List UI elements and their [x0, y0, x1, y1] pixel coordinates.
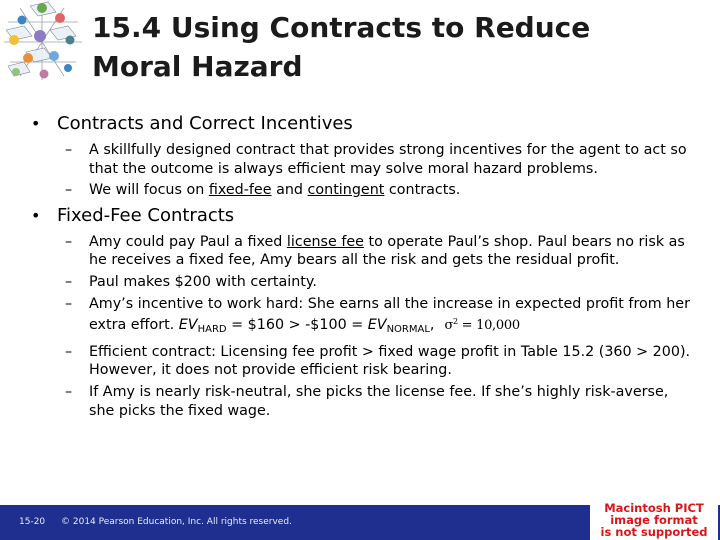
dash-icon: – — [65, 142, 73, 158]
term-contingent: contingent — [307, 182, 385, 199]
sub-bullet-text: and — [271, 182, 308, 199]
term-license-fee: license fee — [286, 233, 364, 250]
dash-icon: – — [65, 273, 73, 290]
term-fixed-fee: fixed-fee — [208, 182, 272, 199]
ev-subscript: HARD — [197, 324, 227, 336]
sub-bullet-text: If Amy is nearly risk-neutral, she picks the license fee. If she’s highly risk-averse, she picks the fixed wage. — [89, 383, 669, 419]
pict-notice-line: is not supported — [600, 525, 708, 539]
bullet-dot-icon: • — [31, 114, 41, 133]
sub-bullet-text: Amy could pay Paul a fixed — [89, 233, 287, 250]
sub-bullet — [65, 343, 694, 380]
bullet-heading: Contracts and Correct Incentives — [57, 113, 353, 134]
bullet-fixed-fee-contracts — [31, 204, 700, 228]
dash-icon: – — [65, 343, 73, 360]
sub-bullet — [65, 273, 694, 292]
sub-bullet — [65, 233, 694, 270]
dash-icon: – — [65, 295, 73, 312]
logo-molecule-icon — [0, 0, 86, 84]
sub-bullet-text: Efficient contract: Licensing fee profit > fixed wage profit in Table 15.2 (360 > 200). However, it does not provide efficient risk bearing. — [89, 343, 691, 379]
sigma-symbol: σ — [444, 318, 454, 334]
title-line-2: Moral Hazard — [92, 50, 303, 83]
bullet-heading: Fixed-Fee Contracts — [57, 204, 235, 226]
ev-subscript: NORMAL — [386, 324, 430, 336]
sub-bullet-text: , — [429, 317, 435, 334]
sub-bullet — [65, 295, 694, 340]
copyright-text: © 2014 Pearson Education, Inc. All rights reserved. — [61, 517, 292, 527]
bullet-dot-icon: • — [31, 205, 41, 225]
sub-bullet — [65, 181, 694, 200]
pict-notice-line: Macintosh PICT — [604, 501, 704, 515]
dash-icon: – — [65, 383, 73, 400]
bullet-contracts-incentives — [31, 112, 700, 136]
sigma-exponent: 2 — [453, 317, 458, 327]
ev-symbol: EV — [367, 317, 387, 334]
sub-bullet — [65, 141, 694, 178]
sub-bullet-text: = $160 > -$100 = — [226, 317, 368, 334]
variance-label — [444, 318, 519, 333]
slide-number: 15-20 — [19, 517, 46, 527]
dash-icon: – — [65, 182, 73, 199]
sub-bullet-text: contracts. — [384, 182, 461, 199]
pict-notice-line: image format — [610, 513, 698, 527]
pict-unsupported-notice — [590, 500, 718, 540]
ev-symbol: EV — [178, 317, 198, 334]
variance-value: = 10,000 — [457, 318, 520, 334]
sub-bullet-text: to operate Paul’s shop. Paul bears no risk as he receives a fixed fee, Amy bears all the risk and gets the residual profit. — [89, 233, 685, 269]
title-line-1: 15.4 Using Contracts to Reduce — [92, 11, 591, 44]
dash-icon: – — [65, 233, 73, 250]
sub-bullet — [65, 383, 694, 420]
sub-bullet-text: Amy’s incentive to work hard: She earns all the increase in expected profit from her extra effort. — [89, 295, 690, 334]
slide-title — [92, 8, 702, 86]
sub-bullet-text: A skillfully designed contract that provides strong incentives for the agent to act so that the outcome is always efficient may solve moral hazard problems. — [89, 142, 687, 177]
sub-bullet-text: We will focus on — [89, 182, 209, 199]
sub-bullet-text: Paul makes $200 with certainty. — [89, 273, 317, 290]
slide-body — [0, 112, 720, 420]
